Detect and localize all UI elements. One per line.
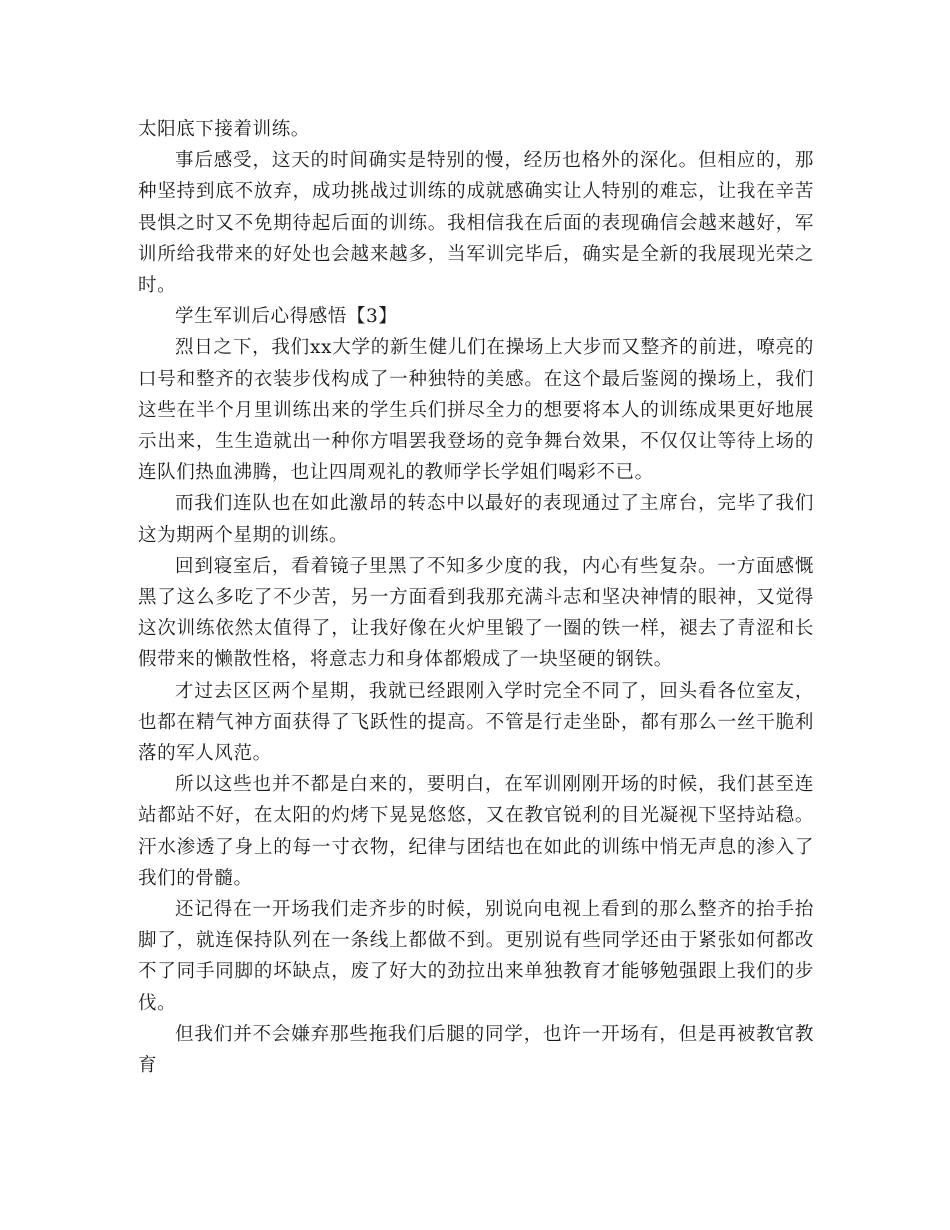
section-heading: 学生军训后心得感悟【3】 <box>175 306 398 328</box>
paragraph-4: 而我们连队也在如此激昂的转态中以最好的表现通过了主席台，完毕了我们这为期两个星期的训练。 <box>138 493 814 546</box>
paragraph-1: 太阳底下接着训练。 <box>138 119 310 140</box>
paragraph-5: 回到寝室后，看着镜子里黑了不知多少度的我，内心有些复杂。一方面感慨黑了这么多吃了不少苦，另一方面看到我那充满斗志和坚决神情的眼神，又觉得这次训练依然太值得了，让我好像在火炉里锻了一圈的铁一样，褪去了青涩和长假带来的懒散性格，将意志力和身体都煅成了一块坚硬的钢铁。 <box>138 555 814 671</box>
paragraph-8: 还记得在一开场我们走齐步的时候，别说向电视上看到的那么整齐的抬手抬脚了，就连保持队列在一条线上都做不到。更别说有些同学还由于紧张如何都改不了同手同脚的坏缺点，废了好大的劲拉出来单独教育才能够勉强跟上我们的步伐。 <box>138 899 814 1014</box>
paragraph-2: 事后感受，这天的时间确实是特别的慢，经历也格外的深化。但相应的，那种坚持到底不放弃，成功挑战过训练的成就感确实让人特别的难忘，让我在辛苦畏惧之时又不免期待起后面的训练。我相信我在后面的表现确信会越来越好，军训所给我带来的好处也会越来越多，当军训完毕后，确实是全新的我展现光荣之时。 <box>138 150 814 297</box>
paragraph-9: 但我们并不会嫌弃那些拖我们后腿的同学，也许一开场有，但是再被教官教育 <box>138 1023 814 1077</box>
paragraph-3: 烈日之下，我们xx大学的新生健儿们在操场上大步而又整齐的前进，嘹亮的口号和整齐的衣装步伐构成了一种独特的美感。在这个最后鉴阅的操场上，我们这些在半个月里训练出来的学生兵们拼尽全力的想要将本人的训练成果更好地展示出来，生生造就出一种你方唱罢我登场的竞争舞台效果，不仅仅让等待上场的连队们热血沸腾，也让四周观礼的教师学长学姐们喝彩不已。 <box>138 337 814 484</box>
paragraph-7: 所以这些也并不都是白来的，要明白，在军训刚刚开场的时候，我们甚至连站都站不好，在太阳的灼烤下晃晃悠悠，又在教官锐利的目光凝视下坚持站稳。汗水渗透了身上的每一寸衣物，纪律与团结也在如此的训练中悄无声息的渗入了我们的骨髓。 <box>138 774 814 889</box>
document-body <box>138 114 814 1081</box>
paragraph-6: 才过去区区两个星期，我就已经跟刚入学时完全不同了，回头看各位室友，也都在精气神方面获得了飞跃性的提高。不管是行走坐卧，都有那么一丝干脆利落的军人风范。 <box>138 680 814 765</box>
